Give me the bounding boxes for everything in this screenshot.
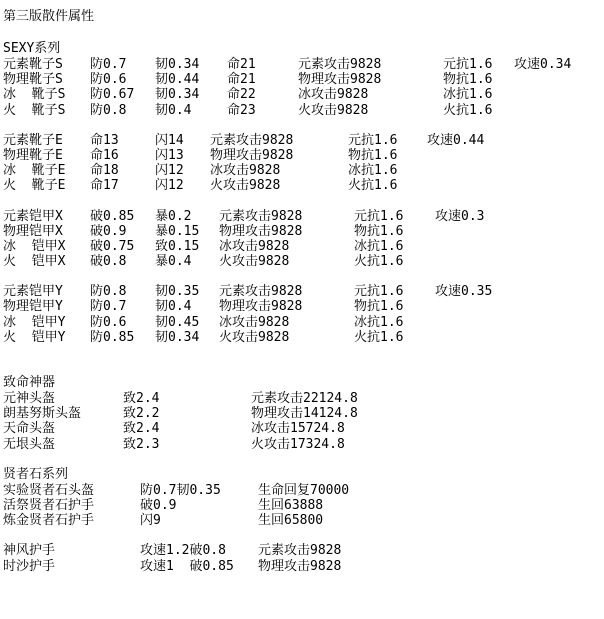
item-stat: 命22 (227, 87, 256, 103)
item-name: 时沙护手 (3, 558, 56, 574)
item-stat: 命17 (90, 178, 119, 194)
item-row (3, 148, 601, 163)
item-name: 物理靴子E (3, 147, 63, 163)
item-stat: 火抗1.6 (443, 102, 493, 118)
item-stat: 破0.9 (140, 497, 177, 513)
item-stat: 物抗1.6 (354, 299, 404, 315)
item-row (3, 406, 601, 421)
item-stat: 攻速1.2破0.8 (140, 543, 226, 559)
item-stat: 防0.7 (90, 299, 127, 315)
item-stat: 元抗1.6 (348, 132, 398, 148)
item-stat: 物理攻击14124.8 (251, 406, 358, 422)
item-name: 元素靴子E (3, 132, 63, 148)
item-stat: 防0.6 (90, 72, 127, 88)
item-name: 冰 铠甲Y (3, 314, 66, 330)
item-stat: 致0.15 (155, 238, 200, 254)
item-stat: 韧0.34 (155, 87, 200, 103)
item-name: 元素靴子S (3, 57, 63, 72)
item-stat: 攻速0.34 (514, 57, 572, 72)
item-row (3, 559, 601, 574)
item-stat: 冰攻击9828 (219, 314, 290, 330)
item-name: 物理铠甲X (3, 223, 63, 239)
item-stat: 命18 (90, 163, 119, 179)
item-stat: 冰抗1.6 (354, 314, 404, 330)
item-stat: 元素攻击9828 (219, 208, 303, 224)
section-gap (3, 452, 601, 467)
section-gap (3, 194, 601, 209)
item-stat: 暴0.4 (155, 254, 192, 270)
item-stat: 元素攻击9828 (298, 57, 382, 72)
item-stat: 韧0.34 (155, 329, 200, 345)
section-block (3, 133, 601, 194)
item-stat: 防0.85 (90, 329, 135, 345)
item-stat: 破0.8 (90, 254, 127, 270)
item-row (3, 72, 601, 87)
item-row (3, 133, 601, 148)
item-stat: 火攻击9828 (219, 254, 290, 270)
section-block (3, 375, 601, 452)
item-name: 火 铠甲X (3, 254, 66, 270)
item-row (3, 330, 601, 345)
item-stat: 防0.8 (90, 102, 127, 118)
item-stat: 破0.75 (90, 238, 135, 254)
item-row (3, 103, 601, 118)
item-stat: 元素攻击9828 (210, 132, 294, 148)
section-block (3, 284, 601, 345)
item-stat: 元素攻击9828 (219, 284, 303, 300)
item-stat: 冰抗1.6 (348, 163, 398, 179)
item-stat: 韧0.34 (155, 57, 200, 72)
item-row (3, 284, 601, 299)
item-stat: 火攻击9828 (210, 178, 281, 194)
item-name: 活祭贤者石护手 (3, 497, 95, 513)
section-gap (3, 345, 601, 360)
item-name: 物理铠甲Y (3, 299, 63, 315)
item-stat: 冰攻击9828 (298, 87, 369, 103)
item-row (3, 543, 601, 558)
item-row (3, 498, 601, 513)
item-row (3, 57, 601, 72)
item-stat: 暴0.15 (155, 223, 200, 239)
item-stat: 致2.2 (123, 406, 160, 422)
item-stat: 冰攻击9828 (210, 163, 281, 179)
item-stat: 闪12 (155, 163, 184, 179)
item-row (3, 299, 601, 314)
item-stat: 元素攻击22124.8 (251, 391, 358, 406)
item-stat: 韧0.45 (155, 314, 200, 330)
item-stat: 物理攻击9828 (258, 558, 342, 574)
item-row (3, 239, 601, 254)
sections (3, 26, 601, 574)
item-stat: 致2.4 (123, 391, 160, 406)
item-stat: 物抗1.6 (348, 147, 398, 163)
section-block (3, 41, 601, 118)
item-stat: 元抗1.6 (354, 208, 404, 224)
section-gap (3, 528, 601, 543)
item-stat: 致2.4 (123, 421, 160, 437)
item-name: 元神头盔 (3, 391, 56, 406)
item-stat: 火抗1.6 (354, 254, 404, 270)
item-name: 火 靴子S (3, 102, 66, 118)
item-row (3, 178, 601, 193)
section-gap (3, 269, 601, 284)
item-name: 冰 靴子S (3, 87, 66, 103)
item-stat: 防0.6 (90, 314, 127, 330)
item-stat: 命16 (90, 147, 119, 163)
item-stat: 物抗1.6 (443, 72, 493, 88)
item-stat: 火攻击17324.8 (251, 436, 345, 452)
item-stat: 冰抗1.6 (354, 238, 404, 254)
item-stat: 防0.67 (90, 87, 135, 103)
item-row (3, 391, 601, 406)
item-stat: 闪14 (155, 132, 184, 148)
item-row (3, 163, 601, 178)
item-stat: 韧0.35 (155, 284, 200, 300)
item-stat: 火攻击9828 (219, 329, 290, 345)
item-stat: 韧0.4 (155, 102, 192, 118)
item-stat: 元抗1.6 (443, 57, 493, 72)
section-gap (3, 360, 601, 375)
item-stat: 攻速0.35 (435, 284, 493, 300)
item-stat: 暴0.2 (155, 208, 192, 224)
item-stat: 命13 (90, 132, 119, 148)
section-gap (3, 26, 601, 41)
item-stat: 物理攻击9828 (298, 72, 382, 88)
item-stat: 攻速0.3 (435, 208, 485, 224)
item-stat: 元抗1.6 (354, 284, 404, 300)
item-stat: 物理攻击9828 (219, 223, 303, 239)
item-stat: 防0.7韧0.35 (140, 482, 221, 498)
item-stat: 冰攻击9828 (219, 238, 290, 254)
item-stat: 防0.7 (90, 57, 127, 72)
section-header: 贤者石系列 (3, 466, 69, 482)
item-name: 火 靴子E (3, 178, 66, 194)
item-stat: 生回65800 (258, 513, 324, 529)
section-header: SEXY系列 (3, 41, 61, 56)
item-name: 无垠头盔 (3, 436, 56, 452)
item-row (3, 483, 601, 498)
item-stat: 物理攻击9828 (219, 299, 303, 315)
item-row (3, 315, 601, 330)
item-stat: 韧0.4 (155, 299, 192, 315)
item-row (3, 254, 601, 269)
item-stat: 闪12 (155, 178, 184, 194)
item-stat: 冰攻击15724.8 (251, 421, 345, 437)
item-stat: 致2.3 (123, 436, 160, 452)
item-stat: 火攻击9828 (298, 102, 369, 118)
item-name: 冰 铠甲X (3, 238, 66, 254)
item-stat: 命21 (227, 57, 256, 72)
item-name: 朗基努斯头盔 (3, 406, 82, 422)
item-stat: 冰抗1.6 (443, 87, 493, 103)
item-stat: 生命回复70000 (258, 482, 350, 498)
item-row (3, 209, 601, 224)
section-block (3, 467, 601, 529)
item-stat: 韧0.44 (155, 72, 200, 88)
section-gap (3, 118, 601, 133)
item-stat: 闪9 (140, 513, 161, 529)
item-row (3, 513, 601, 528)
item-stat: 防0.8 (90, 284, 127, 300)
item-name: 元素铠甲Y (3, 284, 63, 300)
item-row (3, 87, 601, 102)
page-title: 第三版散件属性 (3, 9, 95, 24)
item-stat: 破0.85 (90, 208, 135, 224)
document (3, 7, 601, 574)
section-header: 致命神器 (3, 375, 56, 390)
item-stat: 破0.9 (90, 223, 127, 239)
item-row (3, 224, 601, 239)
section-block (3, 543, 601, 573)
item-stat: 攻速1 破0.85 (140, 558, 234, 574)
item-stat: 闪13 (155, 147, 184, 163)
item-name: 神风护手 (3, 543, 56, 559)
item-stat: 火抗1.6 (354, 329, 404, 345)
item-name: 实验贤者石头盔 (3, 482, 95, 498)
item-stat: 攻速0.44 (427, 132, 485, 148)
item-name: 天命头盔 (3, 421, 56, 437)
item-name: 物理靴子S (3, 72, 63, 88)
item-stat: 物抗1.6 (354, 223, 404, 239)
item-name: 炼金贤者石护手 (3, 513, 95, 529)
item-row (3, 421, 601, 436)
item-stat: 火抗1.6 (348, 178, 398, 194)
section-block (3, 209, 601, 270)
item-stat: 物理攻击9828 (210, 147, 294, 163)
item-row (3, 437, 601, 452)
item-name: 冰 靴子E (3, 163, 66, 179)
item-stat: 元素攻击9828 (258, 543, 342, 559)
item-stat: 命23 (227, 102, 256, 118)
item-stat: 命21 (227, 72, 256, 88)
item-name: 元素铠甲X (3, 208, 63, 224)
item-stat: 生回63888 (258, 497, 324, 513)
item-name: 火 铠甲Y (3, 329, 66, 345)
